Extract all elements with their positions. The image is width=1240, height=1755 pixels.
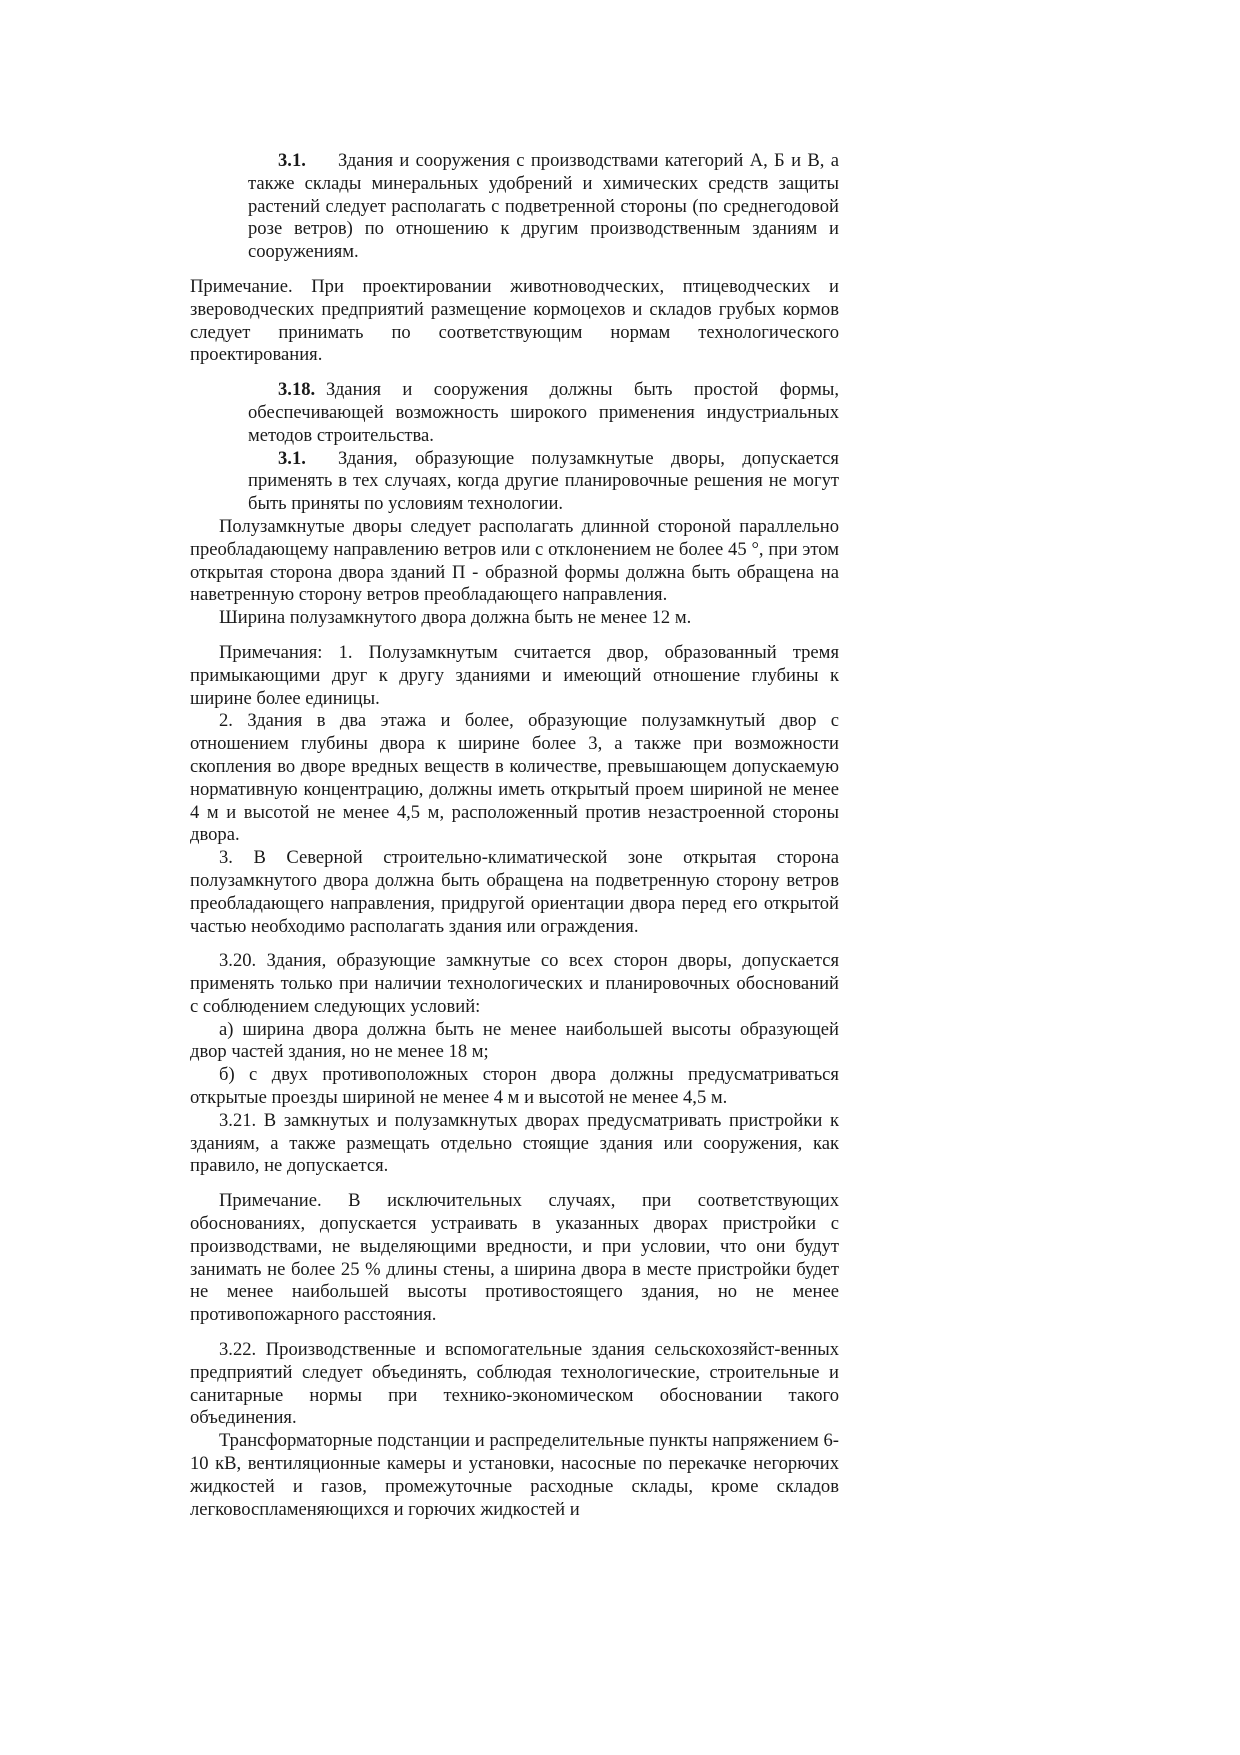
condition-b: б) с двух противоположных сторон двора должны предусматриваться открытые проезды шириной не менее 4 м и высотой не менее 4,5 м. <box>190 1064 839 1109</box>
notes-paragraph: 2. Здания в два этажа и более, образующие полузамкнутый двор с отношением глубины двора к ширине более 3, а также при возможности скопления во дворе вредных веществ в количестве, превышающем допускаемую нормативную концентрацию, должны иметь открытый проем шириной не менее 4 м и высотой не менее 4,5 м, расположенный против незастроенной стороны двора. <box>190 710 839 846</box>
clause-text: Здания, образующие полузамкнутые дворы, допускается применять в тех случаях, когда другие планировочные решения не могут быть приняты по условиям технологии. <box>248 447 839 515</box>
condition-a: а) ширина двора должна быть не менее наибольшей высоты образующей двор частей здания, но не менее 18 м; <box>190 1018 839 1063</box>
clause-3-1-a <box>248 150 839 264</box>
clause-number: 3.1. <box>278 447 306 469</box>
document-body <box>190 150 839 1521</box>
clause-number: 3.1. <box>278 150 306 171</box>
notes-paragraph: Примечания: 1. Полузамкнутым считается двор, образованный тремя примыкающими друг к другу зданиями и имеющий отношение глубины к ширине более единицы. <box>190 641 839 709</box>
clause-3-22: 3.22. Производственные и вспомогательные здания сельскохозяйст-венных предприятий следует объединять, соблюдая технологические, строительные и санитарные нормы при технико-экономическом обосновании такого объединения. <box>190 1339 839 1429</box>
note-paragraph: Примечание. При проектировании животноводческих, птицеводческих и звероводческих предприятий размещение кормоцехов и складов грубых кормов следует принимать по соответствующим нормам технологического проектирования. <box>190 275 839 366</box>
body-paragraph: Ширина полузамкнутого двора должна быть не менее 12 м. <box>219 607 692 629</box>
notes-paragraph: 3. В Северной строительно-климатической зоне открытая сторона полузамкнутого двора должна быть обращена на подветренную сторону ветров преобладающего направления, придругой ориентации двора перед его открытой частью необходимо располагать здания или ограждения. <box>190 847 839 937</box>
clause-text: Здания и сооружения должны быть простой формы, обеспечивающей возможность широкого применения индустриальных методов строительства. <box>248 379 839 446</box>
clause-3-20: 3.20. Здания, образующие замкнутые со всех сторон дворы, допускается применять только при наличии технологических и планировочных обоснований с соблюдением следующих условий: <box>190 950 839 1017</box>
clause-3-18 <box>248 379 839 447</box>
clause-number: 3.18. <box>278 379 316 401</box>
clause-3-1-b <box>248 448 839 516</box>
body-paragraph: Трансформаторные подстанции и распределительные пункты напряжением 6-10 кВ, вентиляционные камеры и установки, насосные по перекачке негорючих жидкостей и газов, промежуточные расходные склады, кроме складов легковоспламеняющихся и горючих жидкостей и <box>190 1430 839 1520</box>
note-paragraph: Примечание. В исключительных случаях, при соответствующих обоснованиях, допускается устраивать в указанных дворах пристройки с производствами, не выделяющими вредности, и при условии, что они будут занимать не более 25 % длины стены, а ширина двора в месте пристройки будет не менее наибольшей высоты противостоящего здания, но не менее противопожарного расстояния. <box>190 1190 839 1326</box>
clause-3-21: 3.21. В замкнутых и полузамкнутых дворах предусматривать пристройки к зданиям, а также размещать отдельно стоящие здания или сооружения, как правило, не допускается. <box>190 1109 839 1177</box>
clause-text: Здания и сооружения с производствами категорий А, Б и В, а также склады минеральных удобрений и химических средств защиты растений следует располагать с подветренной стороны (по среднегодовой розе ветров) по отношению к другим производственным зданиям и сооружениям. <box>248 150 839 263</box>
body-paragraph: Полузамкнутые дворы следует располагать длинной стороной параллельно преобладающему направлению ветров или с отклонением не более 45 °, при этом открытая сторона двора зданий П - образной формы должна быть обращена на наветренную сторону ветров преобладающего направления. <box>190 515 839 606</box>
